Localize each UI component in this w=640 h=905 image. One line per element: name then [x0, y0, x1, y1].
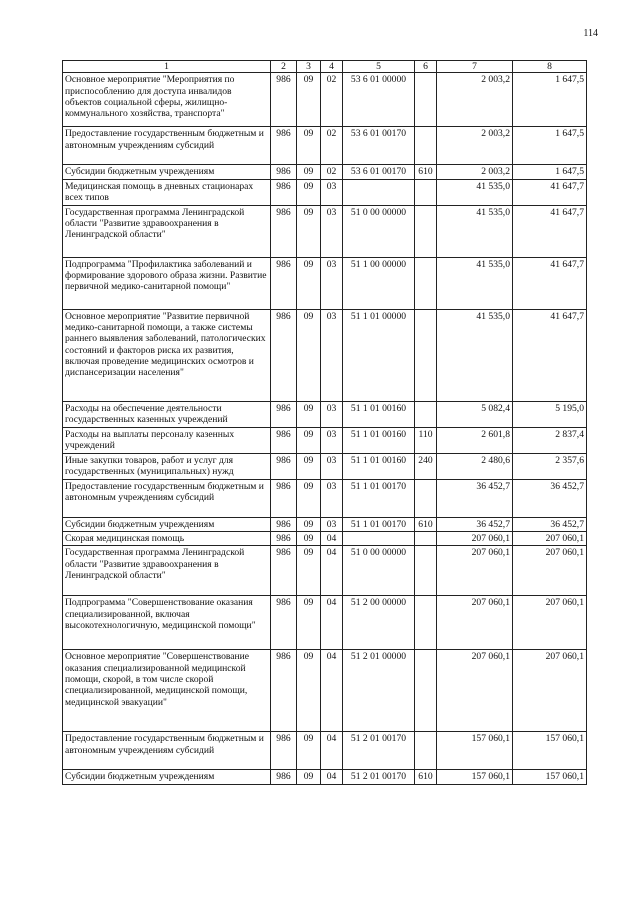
amount-year2-cell: 5 195,0: [513, 401, 587, 427]
expense-type-cell: [415, 127, 437, 165]
amount-year1-cell: 2 003,2: [437, 73, 513, 127]
subsection-code-cell: 04: [321, 596, 343, 650]
section-code-cell: 09: [297, 257, 321, 309]
amount-year1-cell: 2 003,2: [437, 127, 513, 165]
subsection-code-cell: 03: [321, 179, 343, 205]
amount-year1-cell: 2 601,8: [437, 427, 513, 453]
table-row: [63, 427, 587, 453]
expense-type-cell: 610: [415, 517, 437, 531]
amount-year1-cell: 207 060,1: [437, 650, 513, 732]
amount-year1-cell: 41 535,0: [437, 309, 513, 401]
row-name-cell: Основное мероприятие "Мероприятия по приспособлению для доступа инвалидов объектов социальной сферы, жилищно-коммунального хозяйства, транспорта": [63, 73, 271, 127]
budget-table: [62, 60, 587, 785]
table-row: [63, 179, 587, 205]
expense-type-cell: [415, 650, 437, 732]
amount-year2-cell: 207 060,1: [513, 596, 587, 650]
amount-year2-cell: 207 060,1: [513, 546, 587, 596]
subsection-code-cell: 04: [321, 770, 343, 784]
subsection-code-cell: 03: [321, 517, 343, 531]
table-row: [63, 732, 587, 770]
amount-year1-cell: 41 535,0: [437, 257, 513, 309]
table-row: [63, 770, 587, 784]
section-code-cell: 09: [297, 650, 321, 732]
table-row: [63, 309, 587, 401]
table-body: [63, 73, 587, 784]
amount-year1-cell: 41 535,0: [437, 179, 513, 205]
table-row: [63, 205, 587, 257]
target-article-cell: 51 1 01 00170: [343, 479, 415, 517]
amount-year2-cell: 207 060,1: [513, 650, 587, 732]
row-name-cell: Подпрограмма "Совершенствование оказания специализированной, включая высокотехнологичную, медицинской помощи": [63, 596, 271, 650]
row-name-cell: Предоставление государственным бюджетным и автономным учреждениям субсидий: [63, 732, 271, 770]
admin-code-cell: 986: [271, 257, 297, 309]
amount-year2-cell: 1 647,5: [513, 73, 587, 127]
expense-type-cell: [415, 257, 437, 309]
target-article-cell: 51 2 01 00000: [343, 650, 415, 732]
admin-code-cell: 986: [271, 770, 297, 784]
target-article-cell: 51 2 01 00170: [343, 770, 415, 784]
expense-type-cell: [415, 309, 437, 401]
header-row: [63, 61, 587, 73]
target-article-cell: 51 0 00 00000: [343, 546, 415, 596]
expense-type-cell: 110: [415, 427, 437, 453]
table-row: [63, 517, 587, 531]
table-row: [63, 479, 587, 517]
admin-code-cell: 986: [271, 596, 297, 650]
admin-code-cell: 986: [271, 517, 297, 531]
target-article-cell: 51 1 01 00160: [343, 401, 415, 427]
target-article-cell: [343, 531, 415, 545]
admin-code-cell: 986: [271, 127, 297, 165]
amount-year1-cell: 5 082,4: [437, 401, 513, 427]
row-name-cell: Медицинская помощь в дневных стационарах всех типов: [63, 179, 271, 205]
table-row: [63, 596, 587, 650]
amount-year1-cell: 207 060,1: [437, 596, 513, 650]
amount-year2-cell: 36 452,7: [513, 517, 587, 531]
section-code-cell: 09: [297, 309, 321, 401]
subsection-code-cell: 03: [321, 257, 343, 309]
table-row: [63, 73, 587, 127]
amount-year2-cell: 41 647,7: [513, 257, 587, 309]
table-row: [63, 546, 587, 596]
row-name-cell: Основное мероприятие "Развитие первичной медико-санитарной помощи, а также системы раннего выявления заболеваний, патологических состояний и факторов риска их развития, включая проведение медицинских осмотров и диспансеризации населения": [63, 309, 271, 401]
table-row: [63, 650, 587, 732]
amount-year1-cell: 36 452,7: [437, 517, 513, 531]
header-cell: 8: [513, 61, 587, 73]
table-row: [63, 531, 587, 545]
section-code-cell: 09: [297, 179, 321, 205]
row-name-cell: Скорая медицинская помощь: [63, 531, 271, 545]
section-code-cell: 09: [297, 479, 321, 517]
amount-year2-cell: 2 837,4: [513, 427, 587, 453]
table-row: [63, 257, 587, 309]
admin-code-cell: 986: [271, 309, 297, 401]
section-code-cell: 09: [297, 427, 321, 453]
target-article-cell: 51 1 01 00160: [343, 453, 415, 479]
admin-code-cell: 986: [271, 73, 297, 127]
amount-year1-cell: 2 480,6: [437, 453, 513, 479]
section-code-cell: 09: [297, 531, 321, 545]
subsection-code-cell: 02: [321, 73, 343, 127]
amount-year1-cell: 207 060,1: [437, 546, 513, 596]
amount-year2-cell: 41 647,7: [513, 205, 587, 257]
target-article-cell: 51 2 00 00000: [343, 596, 415, 650]
target-article-cell: 51 2 01 00170: [343, 732, 415, 770]
subsection-code-cell: 03: [321, 309, 343, 401]
amount-year2-cell: 41 647,7: [513, 309, 587, 401]
section-code-cell: 09: [297, 453, 321, 479]
target-article-cell: 51 1 01 00170: [343, 517, 415, 531]
row-name-cell: Предоставление государственным бюджетным и автономным учреждениям субсидий: [63, 127, 271, 165]
row-name-cell: Иные закупки товаров, работ и услуг для государственных (муниципальных) нужд: [63, 453, 271, 479]
admin-code-cell: 986: [271, 205, 297, 257]
subsection-code-cell: 03: [321, 205, 343, 257]
subsection-code-cell: 03: [321, 479, 343, 517]
section-code-cell: 09: [297, 401, 321, 427]
row-name-cell: Основное мероприятие "Совершенствование оказания специализированной медицинской помощи, скорой, в том числе скорой специализированной, медицинской помощи, медицинской эвакуации": [63, 650, 271, 732]
row-name-cell: Предоставление государственным бюджетным и автономным учреждениям субсидий: [63, 479, 271, 517]
admin-code-cell: 986: [271, 453, 297, 479]
subsection-code-cell: 04: [321, 650, 343, 732]
target-article-cell: 51 0 00 00000: [343, 205, 415, 257]
amount-year2-cell: 2 357,6: [513, 453, 587, 479]
admin-code-cell: 986: [271, 401, 297, 427]
target-article-cell: 53 6 01 00170: [343, 127, 415, 165]
target-article-cell: 51 1 01 00160: [343, 427, 415, 453]
section-code-cell: 09: [297, 73, 321, 127]
expense-type-cell: [415, 179, 437, 205]
header-cell: 6: [415, 61, 437, 73]
subsection-code-cell: 04: [321, 546, 343, 596]
row-name-cell: Субсидии бюджетным учреждениям: [63, 770, 271, 784]
admin-code-cell: 986: [271, 531, 297, 545]
target-article-cell: 53 6 01 00000: [343, 73, 415, 127]
expense-type-cell: [415, 479, 437, 517]
admin-code-cell: 986: [271, 732, 297, 770]
target-article-cell: 51 1 00 00000: [343, 257, 415, 309]
target-article-cell: 51 1 01 00000: [343, 309, 415, 401]
expense-type-cell: 240: [415, 453, 437, 479]
table-row: [63, 127, 587, 165]
amount-year2-cell: 1 647,5: [513, 165, 587, 179]
amount-year1-cell: 157 060,1: [437, 732, 513, 770]
header-cell: 7: [437, 61, 513, 73]
row-name-cell: Подпрограмма "Профилактика заболеваний и формирование здорового образа жизни. Развитие первичной медико-санитарной помощи": [63, 257, 271, 309]
admin-code-cell: 986: [271, 650, 297, 732]
section-code-cell: 09: [297, 127, 321, 165]
admin-code-cell: 986: [271, 427, 297, 453]
admin-code-cell: 986: [271, 479, 297, 517]
amount-year2-cell: 41 647,7: [513, 179, 587, 205]
header-cell: 3: [297, 61, 321, 73]
amount-year2-cell: 1 647,5: [513, 127, 587, 165]
amount-year2-cell: 157 060,1: [513, 770, 587, 784]
amount-year1-cell: 36 452,7: [437, 479, 513, 517]
row-name-cell: Субсидии бюджетным учреждениям: [63, 517, 271, 531]
header-cell: 4: [321, 61, 343, 73]
admin-code-cell: 986: [271, 179, 297, 205]
row-name-cell: Государственная программа Ленинградской области "Развитие здравоохранения в Ленинградской области": [63, 546, 271, 596]
row-name-cell: Субсидии бюджетным учреждениям: [63, 165, 271, 179]
table-row: [63, 165, 587, 179]
amount-year2-cell: 36 452,7: [513, 479, 587, 517]
row-name-cell: Государственная программа Ленинградской области "Развитие здравоохранения в Ленинградской области": [63, 205, 271, 257]
amount-year2-cell: 207 060,1: [513, 531, 587, 545]
expense-type-cell: [415, 732, 437, 770]
page-number: 114: [583, 28, 598, 39]
subsection-code-cell: 02: [321, 165, 343, 179]
section-code-cell: 09: [297, 517, 321, 531]
target-article-cell: [343, 179, 415, 205]
subsection-code-cell: 03: [321, 453, 343, 479]
table-row: [63, 401, 587, 427]
row-name-cell: Расходы на выплаты персоналу казенных учреждений: [63, 427, 271, 453]
target-article-cell: 53 6 01 00170: [343, 165, 415, 179]
subsection-code-cell: 04: [321, 732, 343, 770]
section-code-cell: 09: [297, 596, 321, 650]
amount-year1-cell: 207 060,1: [437, 531, 513, 545]
section-code-cell: 09: [297, 732, 321, 770]
subsection-code-cell: 04: [321, 531, 343, 545]
subsection-code-cell: 03: [321, 427, 343, 453]
expense-type-cell: [415, 596, 437, 650]
amount-year2-cell: 157 060,1: [513, 732, 587, 770]
amount-year1-cell: 41 535,0: [437, 205, 513, 257]
subsection-code-cell: 03: [321, 401, 343, 427]
expense-type-cell: [415, 401, 437, 427]
expense-type-cell: [415, 73, 437, 127]
expense-type-cell: 610: [415, 770, 437, 784]
expense-type-cell: 610: [415, 165, 437, 179]
header-cell: 1: [63, 61, 271, 73]
section-code-cell: 09: [297, 205, 321, 257]
section-code-cell: 09: [297, 165, 321, 179]
header-cell: 2: [271, 61, 297, 73]
expense-type-cell: [415, 205, 437, 257]
admin-code-cell: 986: [271, 165, 297, 179]
expense-type-cell: [415, 531, 437, 545]
section-code-cell: 09: [297, 546, 321, 596]
subsection-code-cell: 02: [321, 127, 343, 165]
section-code-cell: 09: [297, 770, 321, 784]
amount-year1-cell: 2 003,2: [437, 165, 513, 179]
amount-year1-cell: 157 060,1: [437, 770, 513, 784]
admin-code-cell: 986: [271, 546, 297, 596]
table-row: [63, 453, 587, 479]
row-name-cell: Расходы на обеспечение деятельности государственных казенных учреждений: [63, 401, 271, 427]
header-cell: 5: [343, 61, 415, 73]
expense-type-cell: [415, 546, 437, 596]
